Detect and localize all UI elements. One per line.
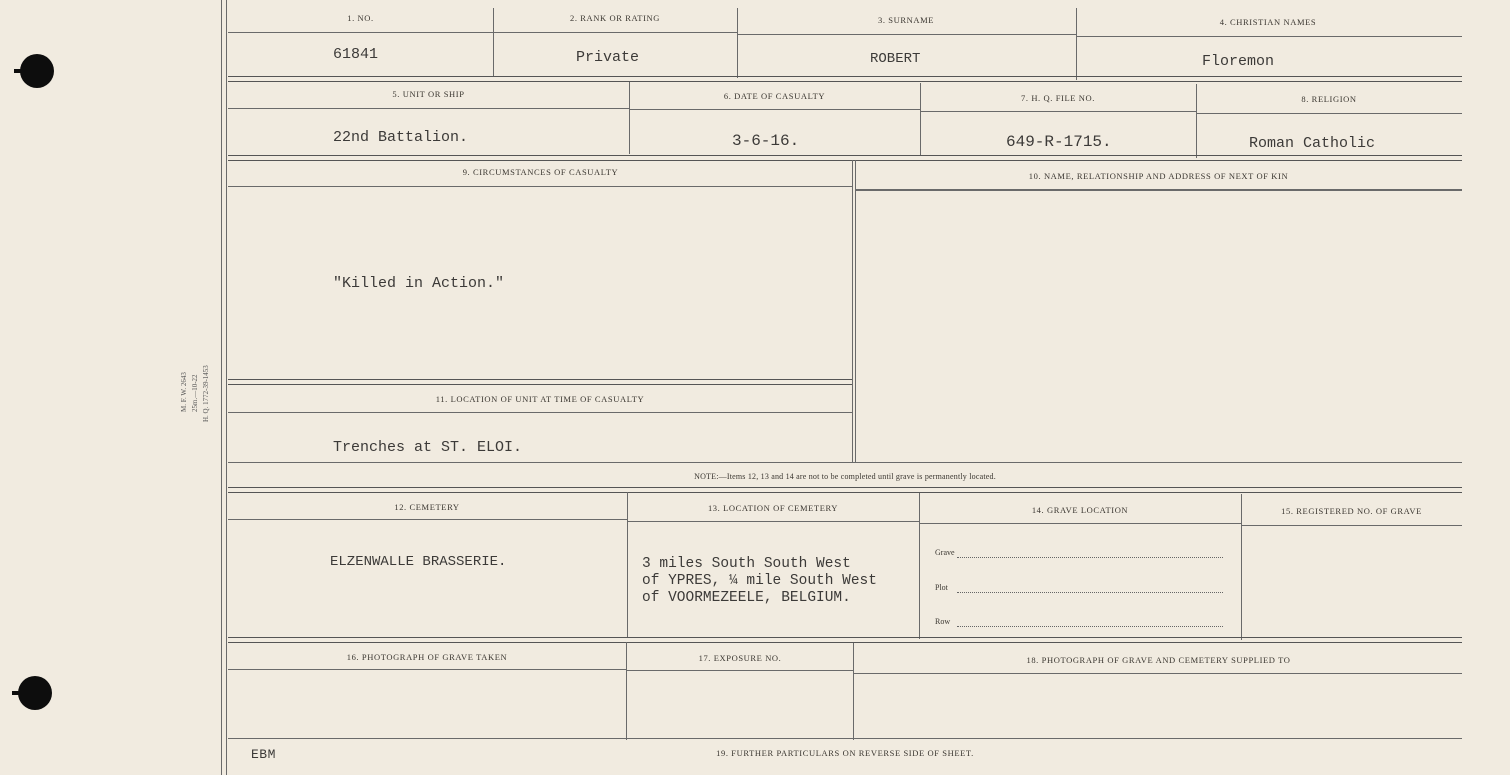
row5-div-2	[853, 643, 854, 740]
form-code-line1: M. F. W. 2643	[180, 372, 188, 412]
row1-div-3	[1076, 8, 1077, 80]
value-location-cemetery-3: of VOORMEZEELE, BELGIUM.	[642, 590, 851, 606]
row4-div-1	[627, 492, 628, 638]
value-religion: Roman Catholic	[1249, 135, 1376, 152]
header-no: 1. NO.	[347, 13, 374, 23]
header-photo-taken: 16. PHOTOGRAPH OF GRAVE TAKEN	[346, 652, 508, 662]
value-date: 3-6-16.	[732, 132, 800, 150]
header-location-cemetery: 13. LOCATION OF CEMETERY	[707, 503, 839, 513]
row-field	[935, 617, 1223, 629]
row3-rule-b	[856, 189, 1462, 191]
row2-bottom-rule	[228, 155, 1462, 161]
row2-div-2	[920, 83, 921, 156]
row2-div-3	[1196, 84, 1197, 158]
row3-rule	[228, 186, 853, 187]
row-field-label: Row	[935, 617, 951, 626]
row3-div	[852, 160, 853, 463]
row2-rule-b	[629, 109, 921, 110]
binder-hole-top	[20, 54, 54, 88]
header-hq-file: 7. H. Q. FILE NO.	[1021, 93, 1095, 103]
plot-field	[935, 583, 1223, 595]
binder-hole-bottom	[18, 676, 52, 710]
value-no: 61841	[333, 46, 379, 63]
initials: EBM	[251, 747, 276, 762]
note-bottom-rule	[228, 487, 1462, 493]
value-circumstances: "Killed in Action."	[333, 275, 505, 292]
location-unit-rule	[228, 412, 852, 413]
row4-rule	[228, 519, 627, 520]
row2-rule	[228, 108, 630, 109]
circumstances-bottom-rule	[228, 379, 852, 385]
form-code-line2: 25m.—10-22	[191, 374, 199, 412]
row5-rule-c	[853, 673, 1462, 674]
header-cemetery: 12. CEMETERY	[394, 502, 460, 512]
value-rank: Private	[576, 49, 640, 66]
row5-rule	[228, 669, 626, 670]
header-surname: 3. SURNAME	[877, 15, 935, 25]
value-location-cemetery-2: of YPRES, ¼ mile South West	[642, 573, 877, 589]
value-cemetery: ELZENWALLE BRASSERIE.	[330, 554, 507, 570]
row4-div-2	[919, 493, 920, 639]
row5-bottom-rule	[228, 738, 1462, 739]
note-text: NOTE:—Items 12, 13 and 14 are not to be completed until grave is permanently located.	[694, 472, 996, 481]
value-surname: ROBERT	[870, 51, 921, 67]
row1-rule-c	[1076, 36, 1462, 37]
value-location-unit: Trenches at ST. ELOI.	[333, 439, 523, 456]
value-location-cemetery-1: 3 miles South South West	[642, 556, 851, 572]
header-christian-names: 4. CHRISTIAN NAMES	[1219, 17, 1317, 27]
row4-div-3	[1241, 494, 1242, 640]
header-unit: 5. UNIT OR SHIP	[392, 89, 465, 99]
row2-rule-c	[920, 111, 1197, 112]
header-date: 6. DATE OF CASUALTY	[723, 91, 826, 101]
row1-rule	[228, 32, 738, 33]
header-rank: 2. RANK OR RATING	[569, 13, 660, 23]
header-registered-no: 15. REGISTERED NO. OF GRAVE	[1281, 506, 1422, 516]
row1-bottom-rule	[228, 76, 1462, 82]
row5-div-1	[626, 642, 627, 740]
footer-further-particulars: 19. FURTHER PARTICULARS ON REVERSE SIDE OF SHEET.	[716, 748, 974, 758]
header-location-unit: 11. LOCATION OF UNIT AT TIME OF CASUALTY	[435, 394, 645, 404]
header-religion: 8. RELIGION	[1301, 94, 1357, 104]
row4-rule-c	[919, 523, 1242, 524]
header-grave-location: 14. GRAVE LOCATION	[1031, 505, 1129, 515]
row4-rule-b	[627, 521, 920, 522]
header-exposure: 17. EXPOSURE NO.	[698, 653, 782, 663]
plot-field-label: Plot	[935, 583, 948, 592]
row1-rule-b	[737, 34, 1077, 35]
row2-rule-d	[1196, 113, 1462, 114]
row3-div-2	[855, 160, 856, 463]
row2-div-1	[629, 82, 630, 154]
grave-field-label: Grave	[935, 548, 955, 557]
grave-field	[935, 548, 1223, 560]
value-hq-file: 649-R-1715.	[1006, 133, 1112, 151]
left-margin-line-2	[226, 0, 227, 775]
row4-rule-d	[1241, 525, 1462, 526]
row3-bottom-rule	[228, 462, 1462, 463]
header-circumstances: 9. CIRCUMSTANCES OF CASUALTY	[462, 167, 619, 177]
row4-bottom-rule	[228, 637, 1462, 643]
form-code	[180, 350, 220, 430]
header-next-of-kin: 10. NAME, RELATIONSHIP AND ADDRESS OF NEXT OF KIN	[1028, 171, 1289, 181]
header-photo-supplied: 18. PHOTOGRAPH OF GRAVE AND CEMETERY SUPPLIED TO	[1026, 655, 1291, 665]
value-christian-names: Floremon	[1202, 53, 1275, 70]
row1-div-1	[493, 8, 494, 76]
form-code-line3: H. Q. 1772-39-1453	[202, 365, 210, 422]
row5-rule-b	[626, 670, 854, 671]
left-margin-line	[221, 0, 222, 775]
row1-div-2	[737, 8, 738, 78]
value-unit: 22nd Battalion.	[333, 129, 469, 146]
